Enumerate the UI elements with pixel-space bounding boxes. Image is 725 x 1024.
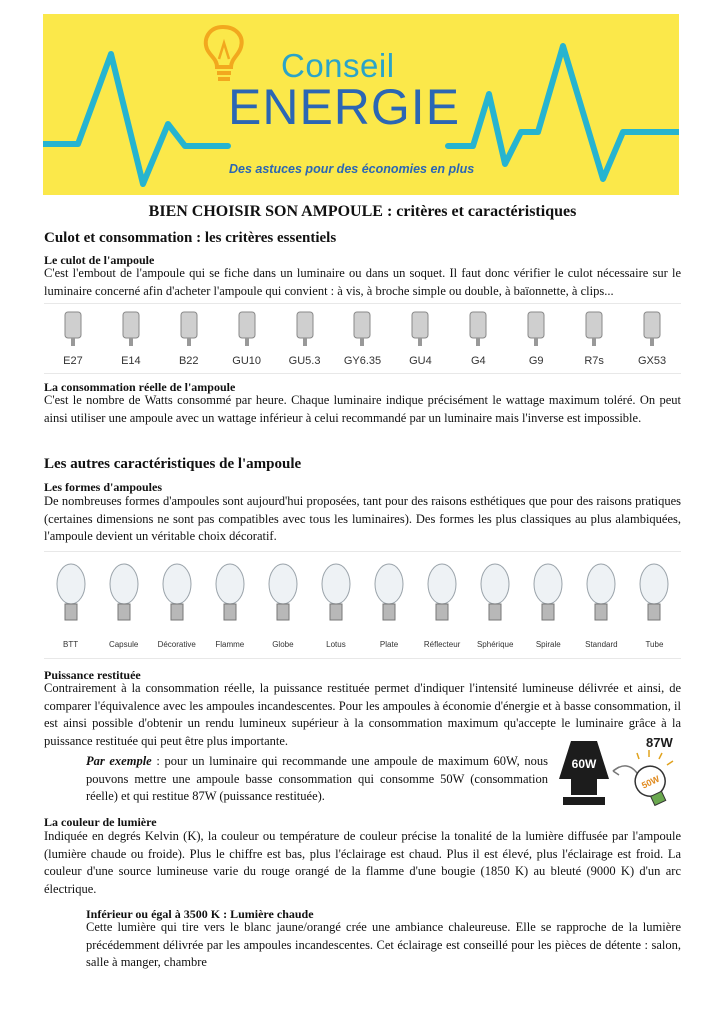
svg-text:50W: 50W xyxy=(640,773,662,791)
bulb-shape-item xyxy=(97,552,150,658)
wattage-comparison-illustration xyxy=(553,735,681,809)
bulb-shape-item xyxy=(150,552,203,658)
socket-icon xyxy=(232,308,262,350)
socket-icon xyxy=(290,308,320,350)
bulb-shape-label: Décorative xyxy=(157,640,196,649)
bulb-shape-label: Globe xyxy=(272,640,294,649)
bulb-shape-item xyxy=(363,552,416,658)
section2-heading: Les autres caractéristiques de l'ampoule xyxy=(44,456,302,472)
socket-icon xyxy=(405,308,435,350)
energy-saving-bulb-icon xyxy=(630,761,674,809)
bulb-shape-item xyxy=(309,552,362,658)
bulb-shape-label: Standard xyxy=(585,640,618,649)
bulb-shape-item xyxy=(416,552,469,658)
bulb-icon xyxy=(104,558,144,630)
puissance-text: Contrairement à la consommation réelle, la puissance restituée permet d'indiquer l'intensité lumineuse délivrée et ainsi, de comparer l'équivalence avec les ampoules incandescentes. Pour les ampoules à économie d'énergie et à basse consommation, il est ainsi possible d'obtenir un rendu lumineux supérieur à la consommation maximum qu'accepte le luminaire grâce à la puissance restituée qui peut être plus importante. xyxy=(44,681,681,748)
socket-label: GU10 xyxy=(232,355,262,367)
example-label: Par exemple xyxy=(86,754,152,768)
bulb-shape-label: Tube xyxy=(645,640,664,649)
bulb-icon xyxy=(51,558,91,630)
socket-label: E27 xyxy=(63,355,83,367)
couleur-text: Indiquée en degrés Kelvin (K), la couleur ou température de couleur précise la tonalité de la lumière diffusée par l'ampoule (lumière chaude ou froide). Plus le chiffre est bas, plus l'éclairage est chaud. Plus il est élevé, plus l'éclairage est froid. La couleur d'une source lumineuse varie du rouge orangé de la flamme d'une bougie (1850 K) au bleuté (9000 K) d'un arc électrique. xyxy=(44,829,681,896)
bulb-icon xyxy=(422,558,462,630)
document-title: BIEN CHOISIR SON AMPOULE : critères et caractéristiques xyxy=(148,203,577,220)
culot-heading: Le culot de l'ampoule xyxy=(44,253,155,267)
puissance-heading: Puissance restituée xyxy=(44,668,141,682)
bulb-icon xyxy=(210,558,250,630)
bulb-shape-label: Capsule xyxy=(108,640,139,649)
socket-label: G9 xyxy=(528,355,544,367)
socket-icon xyxy=(58,308,88,350)
example-paragraph xyxy=(86,753,548,806)
formes-heading: Les formes d'ampoules xyxy=(44,480,162,494)
bulb-shape-label: Flamme xyxy=(215,640,245,649)
consommation-heading: La consommation réelle de l'ampoule xyxy=(44,380,236,394)
bulb-shape-item xyxy=(469,552,522,658)
bulb-icon xyxy=(528,558,568,630)
culot-text: C'est l'embout de l'ampoule qui se fiche dans un luminaire ou dans un soquet. Il faut donc vérifier le culot nécessaire sur le luminaire concerné afin d'acheter l'ampoule qui convient : à vis, à broche simple ou double, à baïonnette, à clips... xyxy=(44,266,681,298)
example-text: : pour un luminaire qui recommande une ampoule de maximum 60W, nous pouvons mettre une ampoule basse consommation qui consomme 50W (consommation réelle) et qui restitue 87W (puissance restituée). xyxy=(86,754,548,804)
bulb-shape-item xyxy=(522,552,575,658)
bulb-shape-item xyxy=(575,552,628,658)
formes-text: De nombreuses formes d'ampoules sont aujourd'hui proposées, tant pour des raisons esthétiques que pour des raisons pratiques (certaines dimensions ne sont pas compatibles avec tous les luminaires). Des formes les plus classiques au plus alambiquées, l'ampoule devient un véritable choix décoratif. xyxy=(44,494,681,544)
socket-item xyxy=(218,304,276,373)
socket-label: GU5.3 xyxy=(288,355,321,367)
socket-label: G4 xyxy=(470,355,486,367)
socket-icon xyxy=(463,308,493,350)
bulb-shape-label: Lotus xyxy=(326,640,346,649)
bulb-shape-label: Réflecteur xyxy=(423,640,461,649)
bulb-icon xyxy=(157,558,197,630)
socket-icon xyxy=(174,308,204,350)
socket-label: E14 xyxy=(121,355,141,367)
bulb-shape-item xyxy=(628,552,681,658)
socket-item xyxy=(623,304,681,373)
socket-label: R7s xyxy=(584,355,604,367)
socket-icon xyxy=(116,308,146,350)
socket-icon xyxy=(521,308,551,350)
socket-item xyxy=(44,304,102,373)
bulb-icon xyxy=(634,558,674,630)
bulb-shape-item xyxy=(203,552,256,658)
bulb-shape-label: Plate xyxy=(379,640,399,649)
bulb-shape-label: Spirale xyxy=(535,640,561,649)
bulb-shape-label: BTT xyxy=(62,640,79,649)
bulb-shape-item xyxy=(44,552,97,658)
bulb-shape-label: Sphérique xyxy=(476,640,514,649)
socket-types-image xyxy=(44,303,681,374)
svg-text:60W: 60W xyxy=(571,757,597,771)
socket-label: GY6.35 xyxy=(343,355,382,367)
header-banner xyxy=(43,14,679,195)
socket-item xyxy=(276,304,334,373)
socket-icon xyxy=(347,308,377,350)
socket-icon xyxy=(637,308,667,350)
socket-item xyxy=(565,304,623,373)
socket-item xyxy=(391,304,449,373)
consommation-text: C'est le nombre de Watts consommé par heure. Chaque luminaire indique précisément le wattage maximum toléré. On peut ainsi utiliser une ampoule avec un wattage inférieur à celui recommandé par un luminaire mais l'inverse est impossible. xyxy=(44,393,681,425)
socket-label: GU4 xyxy=(409,355,432,367)
chaude-heading: Inférieur ou égal à 3500 K : Lumière chaude xyxy=(86,907,314,921)
socket-label: B22 xyxy=(178,355,199,367)
section1-heading: Culot et consommation : les critères essentiels xyxy=(44,230,337,246)
brand-name-line2: ENERGIE xyxy=(228,79,461,135)
brand-name-line1: Conseil xyxy=(281,47,395,84)
bulb-shape-item xyxy=(256,552,309,658)
bulb-icon xyxy=(369,558,409,630)
bulb-icon xyxy=(581,558,621,630)
output-wattage: 87W xyxy=(646,735,673,750)
chaude-text: Cette lumière qui tire vers le blanc jaune/orangé crée une ambiance chaleureuse. Elle se rapproche de la lumière précédemment délivrée par les ampoules incandescentes. Cet éclairage est conseillé pour les pièces de détente : salon, salle à manger, chambre xyxy=(86,920,681,970)
socket-label: GX53 xyxy=(637,355,667,367)
socket-icon xyxy=(579,308,609,350)
bulb-icon xyxy=(316,558,356,630)
couleur-heading: La couleur de lumière xyxy=(44,815,157,829)
socket-item xyxy=(507,304,565,373)
bulb-icon xyxy=(263,558,303,630)
socket-item xyxy=(102,304,160,373)
socket-item xyxy=(449,304,507,373)
brand-tagline: Des astuces pour des économies en plus xyxy=(229,162,475,176)
socket-item xyxy=(334,304,392,373)
bulb-shapes-image xyxy=(44,551,681,659)
bulb-icon xyxy=(475,558,515,630)
socket-item xyxy=(160,304,218,373)
